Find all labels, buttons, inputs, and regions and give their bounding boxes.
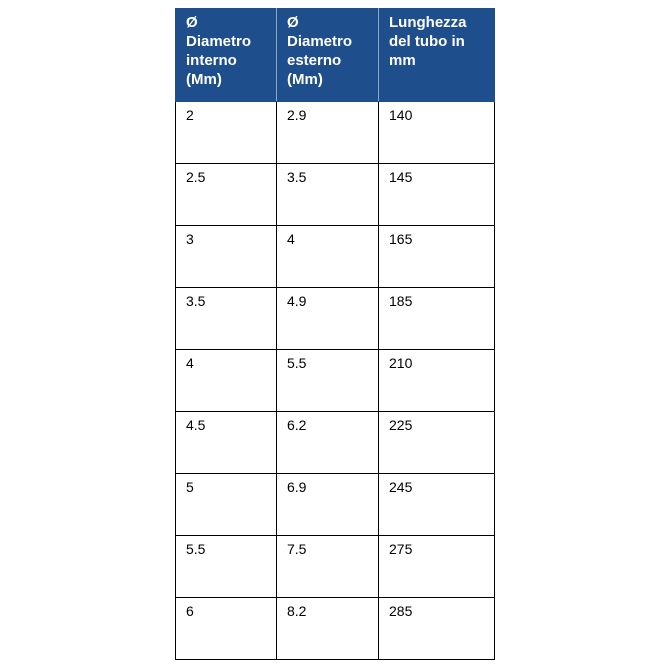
table-row xyxy=(176,536,495,598)
cell-outer-diameter: 4 xyxy=(277,226,379,288)
cell-tube-length: 140 xyxy=(379,102,495,164)
table-row xyxy=(176,412,495,474)
cell-inner-diameter: 4 xyxy=(176,350,277,412)
cell-outer-diameter: 7.5 xyxy=(277,536,379,598)
cell-outer-diameter: 5.5 xyxy=(277,350,379,412)
cell-inner-diameter: 5 xyxy=(176,474,277,536)
cell-inner-diameter: 4.5 xyxy=(176,412,277,474)
table-row xyxy=(176,598,495,660)
table-header xyxy=(176,9,495,102)
cell-outer-diameter: 3.5 xyxy=(277,164,379,226)
cell-outer-diameter: 6.9 xyxy=(277,474,379,536)
table-row xyxy=(176,350,495,412)
cell-tube-length: 210 xyxy=(379,350,495,412)
cell-inner-diameter: 6 xyxy=(176,598,277,660)
cell-tube-length: 225 xyxy=(379,412,495,474)
cell-inner-diameter: 5.5 xyxy=(176,536,277,598)
cell-inner-diameter: 2.5 xyxy=(176,164,277,226)
cell-outer-diameter: 4.9 xyxy=(277,288,379,350)
cell-tube-length: 145 xyxy=(379,164,495,226)
cell-tube-length: 165 xyxy=(379,226,495,288)
cell-tube-length: 185 xyxy=(379,288,495,350)
table-row xyxy=(176,288,495,350)
cell-outer-diameter: 8.2 xyxy=(277,598,379,660)
tube-size-table xyxy=(175,8,495,660)
cell-tube-length: 275 xyxy=(379,536,495,598)
header-tube-length: Lunghezza del tubo in mm xyxy=(379,9,495,102)
cell-tube-length: 245 xyxy=(379,474,495,536)
cell-outer-diameter: 2.9 xyxy=(277,102,379,164)
header-outer-diameter: Ø Diametro esterno (Mm) xyxy=(277,9,379,102)
header-row xyxy=(176,9,495,102)
cell-inner-diameter: 3.5 xyxy=(176,288,277,350)
table-row xyxy=(176,164,495,226)
table-row xyxy=(176,474,495,536)
cell-outer-diameter: 6.2 xyxy=(277,412,379,474)
tube-size-table-container xyxy=(175,8,495,660)
cell-inner-diameter: 3 xyxy=(176,226,277,288)
table-row xyxy=(176,102,495,164)
table-body xyxy=(176,102,495,660)
table-row xyxy=(176,226,495,288)
cell-tube-length: 285 xyxy=(379,598,495,660)
header-inner-diameter: Ø Diametro interno (Mm) xyxy=(176,9,277,102)
cell-inner-diameter: 2 xyxy=(176,102,277,164)
